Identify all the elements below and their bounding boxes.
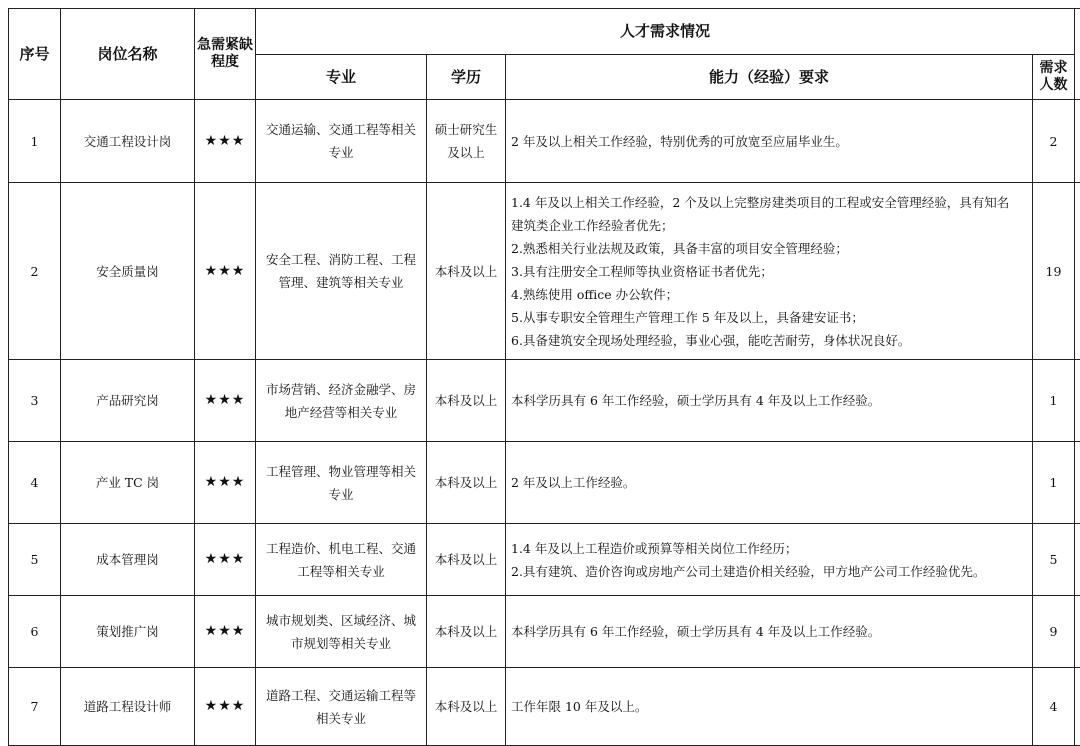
row-position: 安全质量岗 [61,183,195,360]
row-education: 硕士研究生及以上 [427,100,506,183]
row-urgency-stars: ★★★ [195,183,256,360]
row-education: 本科及以上 [427,596,506,668]
row-major: 安全工程、消防工程、工程管理、建筑等相关专业 [256,183,427,360]
row-education: 本科及以上 [427,668,506,746]
row-spacer [1075,183,1080,360]
row-position: 产品研究岗 [61,360,195,442]
table-row [9,596,1080,668]
ability-line: 1.4 年及以上相关工作经验，2 个及以上完整房建类项目的工程或安全管理经验，具有知名 [511,191,1027,214]
ability-line: 1.4 年及以上工程造价或预算等相关岗位工作经历； [511,537,1027,560]
ability-line: 本科学历具有 6 年工作经验，硕士学历具有 4 年及以上工作经验。 [511,389,1027,412]
ability-line: 4.熟练使用 office 办公软件； [511,283,1027,306]
table-row [9,360,1080,442]
row-education: 本科及以上 [427,360,506,442]
row-count: 5 [1033,524,1075,596]
row-education: 本科及以上 [427,442,506,524]
ability-line: 本科学历具有 6 年工作经验，硕士学历具有 4 年及以上工作经验。 [511,620,1027,643]
row-urgency-stars: ★★★ [195,524,256,596]
row-ability [506,442,1033,524]
row-ability [506,596,1033,668]
talent-demand-table [8,8,1080,746]
row-index: 7 [9,668,61,746]
row-index: 3 [9,360,61,442]
row-urgency-stars: ★★★ [195,596,256,668]
row-ability [506,524,1033,596]
row-count: 4 [1033,668,1075,746]
header-ability: 能力（经验）要求 [506,55,1033,100]
table-row [9,183,1080,360]
row-major: 工程管理、物业管理等相关专业 [256,442,427,524]
row-education: 本科及以上 [427,183,506,360]
row-spacer [1075,524,1080,596]
row-major: 工程造价、机电工程、交通工程等相关专业 [256,524,427,596]
row-count: 1 [1033,360,1075,442]
row-position: 道路工程设计师 [61,668,195,746]
row-position: 交通工程设计岗 [61,100,195,183]
header-demand-group: 人才需求情况 [256,9,1075,55]
row-index: 6 [9,596,61,668]
row-count: 1 [1033,442,1075,524]
header-education: 学历 [427,55,506,100]
table-row [9,524,1080,596]
row-position: 成本管理岗 [61,524,195,596]
header-index: 序号 [9,9,61,100]
row-ability [506,183,1033,360]
row-ability [506,100,1033,183]
header-spacer [1075,9,1080,100]
table-row [9,442,1080,524]
ability-line: 建筑类企业工作经验者优先； [511,214,1027,237]
row-index: 2 [9,183,61,360]
row-index: 4 [9,442,61,524]
row-spacer [1075,596,1080,668]
ability-line: 5.从事专职安全管理生产管理工作 5 年及以上，具备建安证书； [511,306,1027,329]
ability-line: 3.具有注册安全工程师等执业资格证书者优先； [511,260,1027,283]
row-index: 1 [9,100,61,183]
row-major: 交通运输、交通工程等相关专业 [256,100,427,183]
header-position: 岗位名称 [61,9,195,100]
row-education: 本科及以上 [427,524,506,596]
table-body [9,100,1080,746]
row-count: 9 [1033,596,1075,668]
row-ability [506,668,1033,746]
row-position: 产业 TC 岗 [61,442,195,524]
table-row [9,100,1080,183]
header-urgency: 急需紧缺程度 [195,9,256,100]
ability-line: 2.熟悉相关行业法规及政策，具备丰富的项目安全管理经验； [511,237,1027,260]
row-urgency-stars: ★★★ [195,668,256,746]
ability-line: 2 年及以上相关工作经验，特别优秀的可放宽至应届毕业生。 [511,130,1027,153]
table-row [9,668,1080,746]
row-urgency-stars: ★★★ [195,442,256,524]
row-major: 市场营销、经济金融学、房地产经营等相关专业 [256,360,427,442]
row-ability [506,360,1033,442]
row-count: 2 [1033,100,1075,183]
row-major: 道路工程、交通运输工程等相关专业 [256,668,427,746]
row-spacer [1075,100,1080,183]
row-index: 5 [9,524,61,596]
row-urgency-stars: ★★★ [195,100,256,183]
row-spacer [1075,442,1080,524]
header-count: 需求人数 [1033,55,1075,100]
ability-line: 2.具有建筑、造价咨询或房地产公司土建造价相关经验，甲方地产公司工作经验优先。 [511,560,1027,583]
row-count: 19 [1033,183,1075,360]
row-spacer [1075,668,1080,746]
row-spacer [1075,360,1080,442]
ability-line: 2 年及以上工作经验。 [511,471,1027,494]
ability-line: 6.具备建筑安全现场处理经验，事业心强，能吃苦耐劳，身体状况良好。 [511,329,1027,352]
row-urgency-stars: ★★★ [195,360,256,442]
row-major: 城市规划类、区域经济、城市规划等相关专业 [256,596,427,668]
header-major: 专业 [256,55,427,100]
ability-line: 工作年限 10 年及以上。 [511,695,1027,718]
row-position: 策划推广岗 [61,596,195,668]
